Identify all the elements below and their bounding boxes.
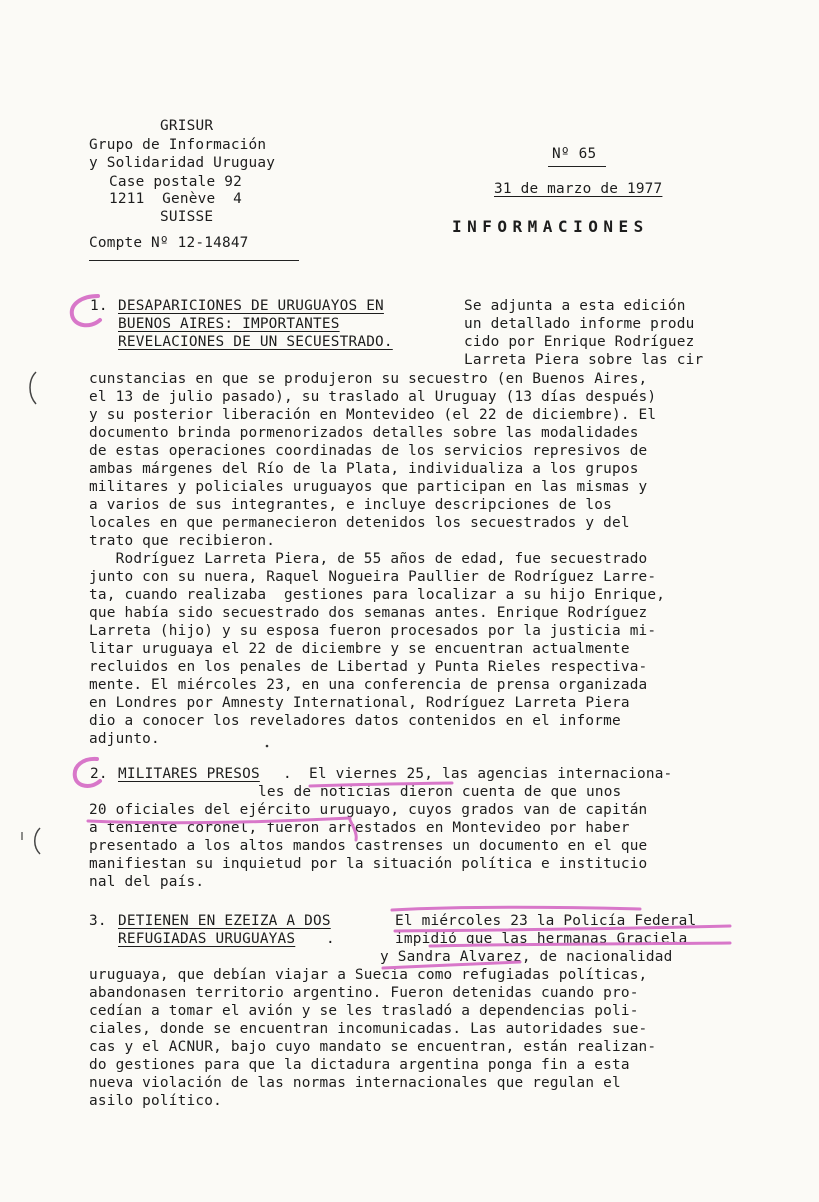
s1-right-line: un detallado informe produ [464, 316, 695, 332]
s3-right-line: El miércoles 23 la Policía Federal [395, 913, 697, 929]
s1-body-line: trato que recibieron. [89, 533, 276, 549]
org-line: Case postale 92 [109, 174, 242, 190]
s1-body-line: litar uruguaya el 22 de diciembre y se encuentran actualmente [89, 641, 630, 657]
issue-number: Nº 65 [552, 146, 597, 162]
s3-body-line: asilo político. [89, 1093, 222, 1109]
highlight-underline [430, 943, 730, 946]
s1-body-line: adjunto. [89, 731, 160, 747]
s1-body-line: a varios de sus integrantes, e incluye descripciones de los [89, 497, 612, 513]
s1-body-line: recluidos en los penales de Libertad y Punta Rieles respectiva- [89, 659, 648, 675]
compte-line: Compte Nº 12-14847 [89, 235, 249, 251]
s1-body-line: ta, cuando realizaba gestiones para localizar a su hijo Enrique, [89, 587, 666, 603]
s1-right-line: Se adjunta a esta edición [464, 298, 686, 314]
handwritten-circle-mark [72, 296, 100, 325]
org-line: 1211 Genève 4 [109, 191, 242, 207]
highlight-underline [392, 907, 640, 910]
s1-body-line: en Londres por Amnesty International, Rodríguez Larreta Piera [89, 695, 630, 711]
s3-number: 3. [89, 913, 107, 929]
document-title: INFORMACIONES [452, 217, 649, 236]
s3-heading: DETIENEN EN EZEIZA A DOS [118, 913, 331, 929]
highlight-underline [350, 820, 356, 840]
s2-body-line: les de noticias dieron cuenta de que unos [258, 784, 622, 800]
s1-heading: REVELACIONES DE UN SECUESTRADO. [118, 334, 393, 350]
issue-date: 31 de marzo de 1977 [494, 181, 663, 197]
s1-heading: BUENOS AIRES: IMPORTANTES [118, 316, 340, 332]
highlight-underline [395, 926, 730, 931]
s3-heading: REFUGIADAS URUGUAYAS [118, 931, 296, 947]
highlight-underline [310, 783, 452, 786]
s2-body-line: manifiestan su inquietud por la situación política e institucio [89, 856, 648, 872]
s3-heading-period: . [326, 931, 335, 947]
s2-heading: MILITARES PRESOS [118, 766, 260, 782]
org-line: GRISUR [160, 118, 214, 134]
s2-body-line: a teniente coronel, fueron arrestados en Montevideo por haber [89, 820, 630, 836]
s1-body-line: junto con su nuera, Raquel Nogueira Paullier de Rodríguez Larre- [89, 569, 657, 585]
s3-body-line: uruguaya, que debían viajar a Suecia como refugiadas políticas, [89, 967, 648, 983]
margin-bracket-mark [35, 828, 40, 854]
org-line: Grupo de Información [89, 137, 267, 153]
s1-body-line: y su posterior liberación en Montevideo (el 22 de diciembre). El [89, 407, 657, 423]
s3-body-line: ciales, donde se encuentran incomunicadas. Las autoridades sue- [89, 1021, 648, 1037]
s1-body-line: el 13 de julio pasado), su traslado al Uruguay (13 días después) [89, 389, 657, 405]
s3-body-line: abandonasen territorio argentino. Fueron detenidas cuando pro- [89, 985, 639, 1001]
s3-body-line: nueva violación de las normas internacionales que regulan el [89, 1075, 621, 1091]
s3-right-line: y Sandra Alvarez, de nacionalidad [380, 949, 673, 965]
s1-body-line: Larreta (hijo) y su esposa fueron procesados por la justicia mi- [89, 623, 657, 639]
s3-body-line: do gestiones para que la dictadura argentina ponga fin a esta [89, 1057, 630, 1073]
highlight-underline [88, 818, 350, 823]
s3-body-line: cas y el ACNUR, bajo cuyo mandato se encuentran, están realizan- [89, 1039, 657, 1055]
handwritten-circle-mark [75, 759, 100, 786]
s1-body-line: Rodríguez Larreta Piera, de 55 años de edad, fue secuestrado [89, 551, 648, 567]
s1-right-line: Larreta Piera sobre las cir [464, 352, 704, 368]
s1-heading: DESAPARICIONES DE URUGUAYOS EN [118, 298, 384, 314]
margin-bracket-mark [30, 372, 36, 404]
s1-body-line: cunstancias en que se produjeron su secuestro (en Buenos Aires, [89, 371, 648, 387]
s1-body-line: mente. El miércoles 23, en una conferencia de prensa organizada [89, 677, 648, 693]
s1-body-line: documento brinda pormenorizados detalles sobre las modalidades [89, 425, 639, 441]
s2-body-line: nal del país. [89, 874, 205, 890]
s2-number: 2. [90, 766, 108, 782]
s3-body-line: cedían a tomar el avión y se les trasladó a dependencias poli- [89, 1003, 639, 1019]
org-line: SUISSE [160, 209, 214, 225]
highlight-underline [383, 962, 520, 968]
s1-number: 1. [90, 298, 108, 314]
s2-body-line: 20 oficiales del ejército uruguayo, cuyos grados van de capitán [89, 802, 648, 818]
s1-body-line: militares y policiales uruguayos que participan en las mismas y [89, 479, 648, 495]
s2-first-line: El viernes 25, las agencias internaciona- [309, 766, 673, 782]
org-line: y Solidaridad Uruguay [89, 155, 276, 171]
s3-right-line: impidió que las hermanas Graciela [395, 931, 688, 947]
s1-body-line: dio a conocer los reveladores datos contenidos en el informe [89, 713, 621, 729]
s1-body-line: locales en que permanecieron detenidos los secuestrados y del [89, 515, 630, 531]
s2-body-line: presentado a los altos mandos castrenses un documento en el que [89, 838, 648, 854]
s2-heading-period: . [283, 766, 292, 782]
ink-dot [266, 745, 269, 748]
s1-right-line: cido por Enrique Rodríguez [464, 334, 695, 350]
s1-body-line: ambas márgenes del Río de la Plata, individualiza a los grupos [89, 461, 639, 477]
s1-body-line: que había sido secuestrado dos semanas antes. Enrique Rodríguez [89, 605, 648, 621]
s1-body-line: de estas operaciones coordinadas de los servicios represivos de [89, 443, 648, 459]
